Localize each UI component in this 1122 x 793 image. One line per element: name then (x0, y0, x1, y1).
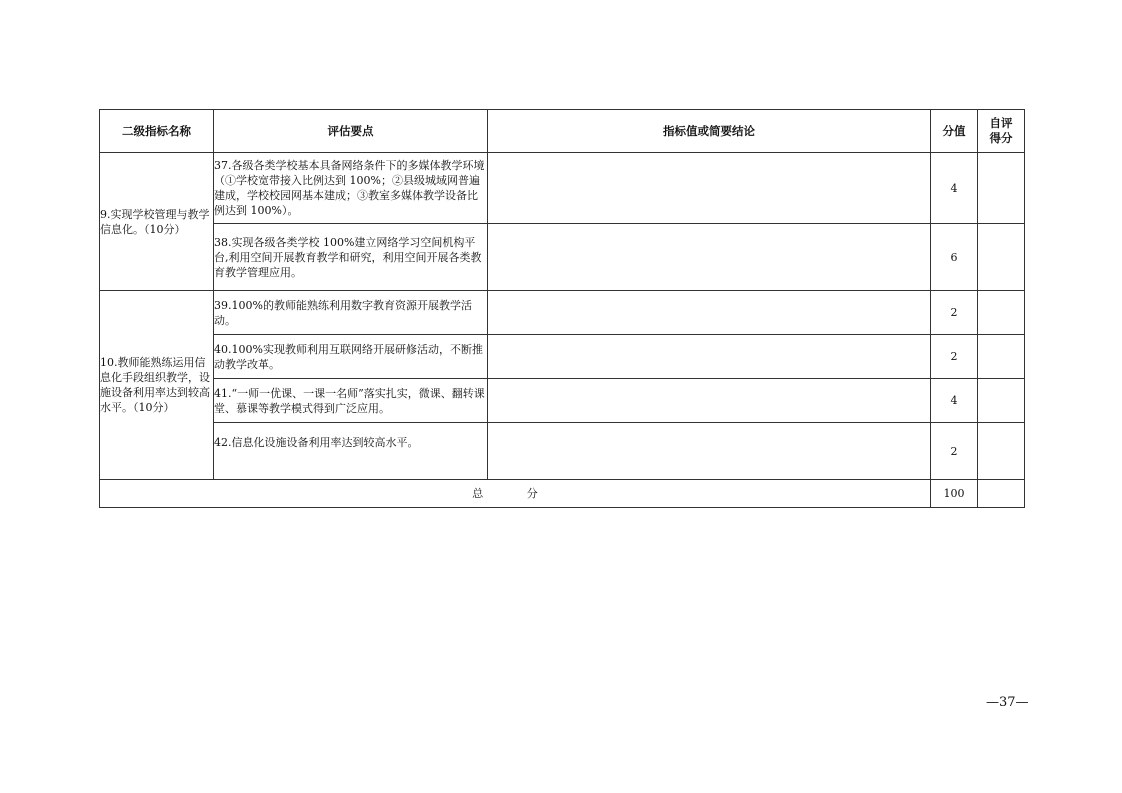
score-cell: 2 (931, 335, 978, 379)
conclusion-cell[interactable] (488, 291, 931, 335)
table-row (100, 335, 1025, 379)
indicator-cell: 10.教师能熟练运用信息化手段组织教学，设施设备利用率达到较高水平。（10分） (100, 291, 214, 480)
score-cell: 2 (931, 423, 978, 480)
table-row (100, 379, 1025, 423)
self-score-cell[interactable] (978, 335, 1025, 379)
evaluation-point-cell: 40.100%实现教师利用互联网络开展研修活动，不断推动教学改革。 (214, 335, 488, 379)
total-self-score-cell[interactable] (978, 480, 1025, 508)
evaluation-point-cell: 41.“一师一优课、一课一名师”落实扎实，微课、翻转课堂、慕课等教学模式得到广泛应用。 (214, 379, 488, 423)
score-cell: 4 (931, 153, 978, 224)
conclusion-cell[interactable] (488, 335, 931, 379)
self-score-cell[interactable] (978, 153, 1025, 224)
evaluation-point-cell: 38.实现各级各类学校 100%建立网络学习空间机构平台,利用空间开展教育教学和研究，利用空间开展各类教育教学管理应用。 (214, 224, 488, 291)
header-evaluation-point: 评估要点 (214, 110, 488, 153)
table-row (100, 224, 1025, 291)
self-score-cell[interactable] (978, 423, 1025, 480)
conclusion-cell[interactable] (488, 423, 931, 480)
header-row (100, 110, 1025, 153)
table-row (100, 291, 1025, 335)
total-row (100, 480, 1025, 508)
self-score-cell[interactable] (978, 379, 1025, 423)
score-cell: 2 (931, 291, 978, 335)
conclusion-cell[interactable] (488, 153, 931, 224)
evaluation-table (99, 109, 1025, 508)
header-indicator: 二级指标名称 (100, 110, 214, 153)
table-row (100, 423, 1025, 480)
indicator-cell: 9.实现学校管理与教学信息化。（10分） (100, 153, 214, 291)
evaluation-point-cell: 39.100%的教师能熟练利用数字教育资源开展教学活动。 (214, 291, 488, 335)
total-score-cell: 100 (931, 480, 978, 508)
header-self-score: 自评得分 (978, 110, 1025, 153)
evaluation-point-cell: 37.各级各类学校基本具备网络条件下的多媒体教学环境（①学校宽带接入比例达到 100%；②县级城域网普遍建成，学校校园网基本建成；③教室多媒体教学设备比例达到 100%）。 (214, 153, 488, 224)
evaluation-point-cell: 42.信息化设施设备利用率达到较高水平。 (214, 423, 488, 480)
score-cell: 4 (931, 379, 978, 423)
total-label: 总 分 (100, 480, 931, 508)
page-number: —37— (986, 695, 1029, 710)
conclusion-cell[interactable] (488, 379, 931, 423)
table-row (100, 153, 1025, 224)
self-score-cell[interactable] (978, 291, 1025, 335)
header-score: 分值 (931, 110, 978, 153)
conclusion-cell[interactable] (488, 224, 931, 291)
self-score-cell[interactable] (978, 224, 1025, 291)
header-conclusion: 指标值或简要结论 (488, 110, 931, 153)
score-cell: 6 (931, 224, 978, 291)
